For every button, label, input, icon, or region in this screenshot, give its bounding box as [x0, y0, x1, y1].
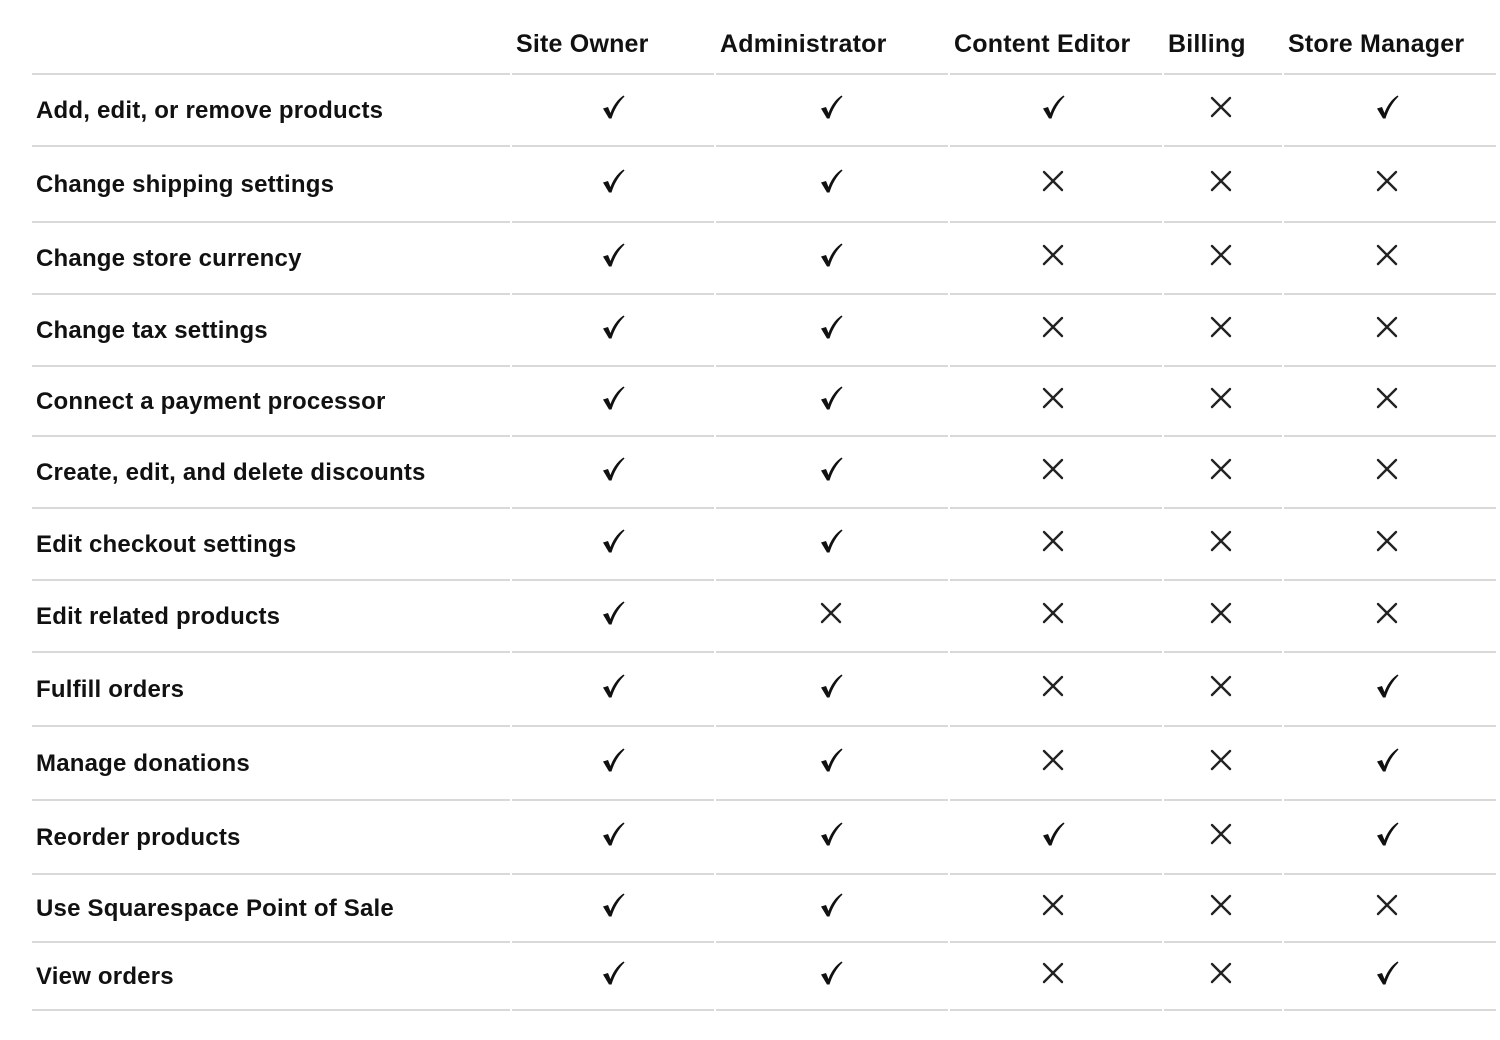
check-icon	[1374, 960, 1400, 986]
allowed-mark-site-owner	[600, 242, 626, 268]
allowed-mark-administrator	[818, 168, 844, 194]
check-icon	[818, 168, 844, 194]
x-icon	[1208, 385, 1234, 411]
denied-mark-content-editor	[1040, 600, 1066, 626]
x-icon	[818, 600, 844, 626]
row-divider	[1164, 1009, 1282, 1011]
column-header-administrator: Administrator	[720, 30, 887, 58]
allowed-mark-site-owner	[600, 168, 626, 194]
allowed-mark-administrator	[818, 892, 844, 918]
permission-label: Change shipping settings	[36, 171, 335, 198]
permission-label: Change store currency	[36, 245, 302, 272]
x-icon	[1040, 314, 1066, 340]
denied-mark-billing	[1208, 385, 1234, 411]
x-icon	[1374, 314, 1400, 340]
check-icon	[600, 892, 626, 918]
denied-mark-store-manager	[1374, 892, 1400, 918]
check-icon	[1040, 821, 1066, 847]
check-icon	[1374, 94, 1400, 120]
x-icon	[1040, 168, 1066, 194]
x-icon	[1208, 747, 1234, 773]
allowed-mark-administrator	[818, 385, 844, 411]
allowed-mark-site-owner	[600, 314, 626, 340]
x-icon	[1208, 892, 1234, 918]
denied-mark-store-manager	[1374, 600, 1400, 626]
denied-mark-billing	[1208, 94, 1234, 120]
allowed-mark-content-editor	[1040, 94, 1066, 120]
allowed-mark-site-owner	[600, 821, 626, 847]
table-row	[0, 366, 1500, 436]
column-header-site-owner: Site Owner	[516, 30, 649, 58]
check-icon	[600, 456, 626, 482]
check-icon	[600, 168, 626, 194]
allowed-mark-site-owner	[600, 385, 626, 411]
allowed-mark-administrator	[818, 94, 844, 120]
row-divider	[32, 1009, 510, 1011]
x-icon	[1208, 242, 1234, 268]
check-icon	[818, 747, 844, 773]
allowed-mark-administrator	[818, 242, 844, 268]
x-icon	[1040, 528, 1066, 554]
denied-mark-content-editor	[1040, 385, 1066, 411]
denied-mark-billing	[1208, 892, 1234, 918]
x-icon	[1040, 892, 1066, 918]
x-icon	[1208, 456, 1234, 482]
check-icon	[600, 314, 626, 340]
allowed-mark-administrator	[818, 747, 844, 773]
allowed-mark-site-owner	[600, 94, 626, 120]
x-icon	[1040, 456, 1066, 482]
check-icon	[600, 94, 626, 120]
x-icon	[1040, 960, 1066, 986]
table-row	[0, 580, 1500, 652]
check-icon	[600, 242, 626, 268]
denied-mark-store-manager	[1374, 314, 1400, 340]
allowed-mark-store-manager	[1374, 94, 1400, 120]
check-icon	[600, 673, 626, 699]
x-icon	[1374, 892, 1400, 918]
denied-mark-billing	[1208, 242, 1234, 268]
check-icon	[818, 456, 844, 482]
table-row	[0, 508, 1500, 580]
table-row	[0, 942, 1500, 1010]
row-divider	[1284, 1009, 1496, 1011]
check-icon	[818, 960, 844, 986]
column-header-store-manager: Store Manager	[1288, 30, 1465, 58]
check-icon	[818, 528, 844, 554]
check-icon	[818, 892, 844, 918]
x-icon	[1040, 747, 1066, 773]
denied-mark-billing	[1208, 821, 1234, 847]
allowed-mark-store-manager	[1374, 673, 1400, 699]
denied-mark-billing	[1208, 168, 1234, 194]
denied-mark-content-editor	[1040, 314, 1066, 340]
x-icon	[1374, 456, 1400, 482]
allowed-mark-site-owner	[600, 600, 626, 626]
allowed-mark-store-manager	[1374, 747, 1400, 773]
denied-mark-store-manager	[1374, 385, 1400, 411]
check-icon	[1374, 673, 1400, 699]
permission-label: Edit checkout settings	[36, 531, 297, 558]
denied-mark-content-editor	[1040, 892, 1066, 918]
check-icon	[818, 673, 844, 699]
denied-mark-billing	[1208, 747, 1234, 773]
permission-label: View orders	[36, 963, 174, 990]
check-icon	[600, 600, 626, 626]
allowed-mark-administrator	[818, 960, 844, 986]
check-icon	[600, 960, 626, 986]
column-header-billing: Billing	[1168, 30, 1246, 58]
x-icon	[1374, 242, 1400, 268]
x-icon	[1208, 600, 1234, 626]
row-divider	[512, 1009, 714, 1011]
x-icon	[1374, 528, 1400, 554]
allowed-mark-site-owner	[600, 960, 626, 986]
allowed-mark-site-owner	[600, 892, 626, 918]
denied-mark-billing	[1208, 314, 1234, 340]
denied-mark-billing	[1208, 960, 1234, 986]
x-icon	[1208, 314, 1234, 340]
table-header	[0, 0, 1500, 74]
table-row	[0, 294, 1500, 366]
check-icon	[818, 94, 844, 120]
check-icon	[600, 385, 626, 411]
table-row	[0, 726, 1500, 800]
table-row	[0, 874, 1500, 942]
permission-label: Edit related products	[36, 603, 281, 630]
permission-label: Add, edit, or remove products	[36, 97, 384, 124]
allowed-mark-administrator	[818, 528, 844, 554]
allowed-mark-administrator	[818, 673, 844, 699]
permission-label: Use Squarespace Point of Sale	[36, 895, 394, 922]
x-icon	[1208, 528, 1234, 554]
denied-mark-content-editor	[1040, 673, 1066, 699]
check-icon	[600, 821, 626, 847]
row-divider	[950, 1009, 1162, 1011]
denied-mark-content-editor	[1040, 960, 1066, 986]
denied-mark-store-manager	[1374, 168, 1400, 194]
denied-mark-content-editor	[1040, 242, 1066, 268]
allowed-mark-site-owner	[600, 673, 626, 699]
permission-label: Fulfill orders	[36, 676, 185, 703]
table-row	[0, 74, 1500, 146]
permission-label: Reorder products	[36, 824, 241, 851]
permission-label: Manage donations	[36, 750, 250, 777]
check-icon	[1374, 747, 1400, 773]
denied-mark-content-editor	[1040, 456, 1066, 482]
table-row	[0, 146, 1500, 222]
table-row	[0, 222, 1500, 294]
allowed-mark-site-owner	[600, 747, 626, 773]
permission-label: Create, edit, and delete discounts	[36, 459, 426, 486]
allowed-mark-administrator	[818, 456, 844, 482]
row-divider	[716, 1009, 948, 1011]
allowed-mark-administrator	[818, 314, 844, 340]
allowed-mark-content-editor	[1040, 821, 1066, 847]
check-icon	[818, 242, 844, 268]
allowed-mark-site-owner	[600, 456, 626, 482]
table-row	[0, 436, 1500, 508]
denied-mark-billing	[1208, 528, 1234, 554]
check-icon	[1040, 94, 1066, 120]
permission-label: Connect a payment processor	[36, 388, 386, 415]
column-header-content-editor: Content Editor	[954, 30, 1131, 58]
x-icon	[1374, 385, 1400, 411]
check-icon	[600, 747, 626, 773]
x-icon	[1208, 960, 1234, 986]
denied-mark-billing	[1208, 600, 1234, 626]
check-icon	[818, 821, 844, 847]
allowed-mark-store-manager	[1374, 960, 1400, 986]
check-icon	[600, 528, 626, 554]
denied-mark-billing	[1208, 673, 1234, 699]
denied-mark-administrator	[818, 600, 844, 626]
x-icon	[1208, 94, 1234, 120]
x-icon	[1208, 168, 1234, 194]
x-icon	[1040, 385, 1066, 411]
x-icon	[1374, 168, 1400, 194]
x-icon	[1040, 242, 1066, 268]
denied-mark-content-editor	[1040, 747, 1066, 773]
denied-mark-content-editor	[1040, 168, 1066, 194]
denied-mark-store-manager	[1374, 456, 1400, 482]
x-icon	[1208, 821, 1234, 847]
allowed-mark-site-owner	[600, 528, 626, 554]
x-icon	[1040, 673, 1066, 699]
denied-mark-billing	[1208, 456, 1234, 482]
allowed-mark-administrator	[818, 821, 844, 847]
x-icon	[1208, 673, 1234, 699]
check-icon	[818, 314, 844, 340]
table-row	[0, 800, 1500, 874]
check-icon	[818, 385, 844, 411]
permission-label: Change tax settings	[36, 317, 268, 344]
allowed-mark-store-manager	[1374, 821, 1400, 847]
denied-mark-store-manager	[1374, 528, 1400, 554]
denied-mark-content-editor	[1040, 528, 1066, 554]
table-row	[0, 652, 1500, 726]
denied-mark-store-manager	[1374, 242, 1400, 268]
x-icon	[1374, 600, 1400, 626]
x-icon	[1040, 600, 1066, 626]
check-icon	[1374, 821, 1400, 847]
